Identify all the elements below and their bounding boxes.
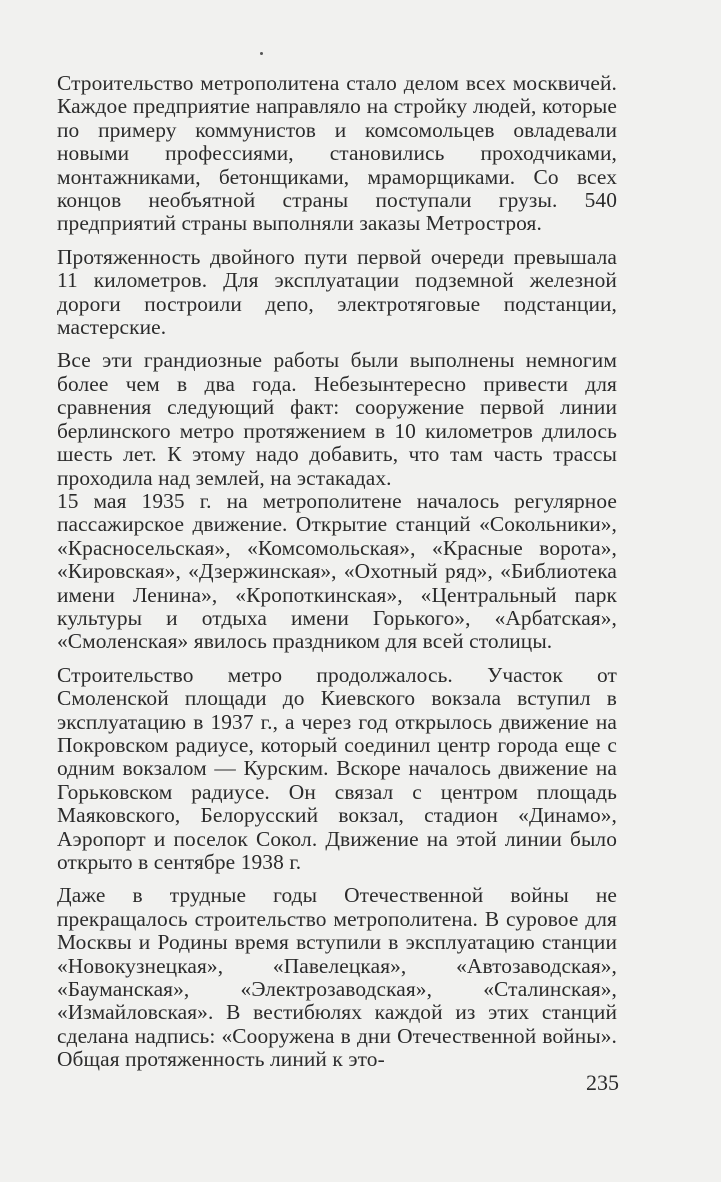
paragraph-3: Все эти грандиозные работы были выполнены немногим более чем в два года. Небезынтересно привести для сравнения следующий факт: сооружение первой линии берлинского метро протяжением в 10 километров длилось шесть лет. К этому надо добавить, что там часть трассы проходила над землей, на эстакадах. <box>57 348 617 490</box>
paragraph-2: Протяженность двойного пути первой очереди превышала 11 километров. Для эксплуатации подземной железной дороги построили депо, электротяговые подстанции, мастерские. <box>57 244 617 340</box>
page-number: 235 <box>586 1070 619 1095</box>
paragraph-1: Строительство метрополитена стало делом всех москвичей. Каждое предприятие направляло на стройку людей, которые по примеру коммунистов и комсомольцев овладевали новыми профессиями, становились проходчиками, монтажниками, бетонщиками, мраморщиками. Со всех концов необъятной страны поступали грузы. 540 предприятий страны выполняли заказы Метростроя. <box>57 71 617 236</box>
paragraph-6: Даже в трудные годы Отечественной войны не прекращалось строительство метрополитена. В суровое для Москвы и Родины время вступили в эксплуатацию станции «Новокузнецкая», «Павелецкая», «Автозаводская», «Бауманская», «Электрозаводская», «Сталинская», «Измайловская». В вестибюлях каждой из этих станций сделана надпись: «Сооружена в дни Отечественной войны». Общая протяженность линий к это- <box>57 883 617 1072</box>
body-text <box>57 72 617 1072</box>
paragraph-5: Строительство метро продолжалось. Участок от Смоленской площади до Киевского вокзала вступил в эксплуатацию в 1937 г., а через год открылось движение на Покровском радиусе, который соединил центр города еще с одним вокзалом — Курским. Вскоре началось движение на Горьковском радиусе. Он связал с центром площадь Маяковского, Белорусский вокзал, стадион «Динамо», Аэропорт и поселок Сокол. Движение на этой линии было открыто в сентябре 1938 г. <box>57 662 617 874</box>
paragraph-4: 15 мая 1935 г. на метрополитене началось регулярное пассажирское движение. Открытие станций «Сокольники», «Красносельская», «Комсомольская», «Красные ворота», «Кировская», «Дзержинская», «Охотный ряд», «Библиотека имени Ленина», «Кропоткинская», «Центральный парк культуры и отдыха имени Горького», «Арбатская», «Смоленская» явилось праздником для всей столицы. <box>57 488 617 654</box>
print-speck <box>260 52 263 55</box>
